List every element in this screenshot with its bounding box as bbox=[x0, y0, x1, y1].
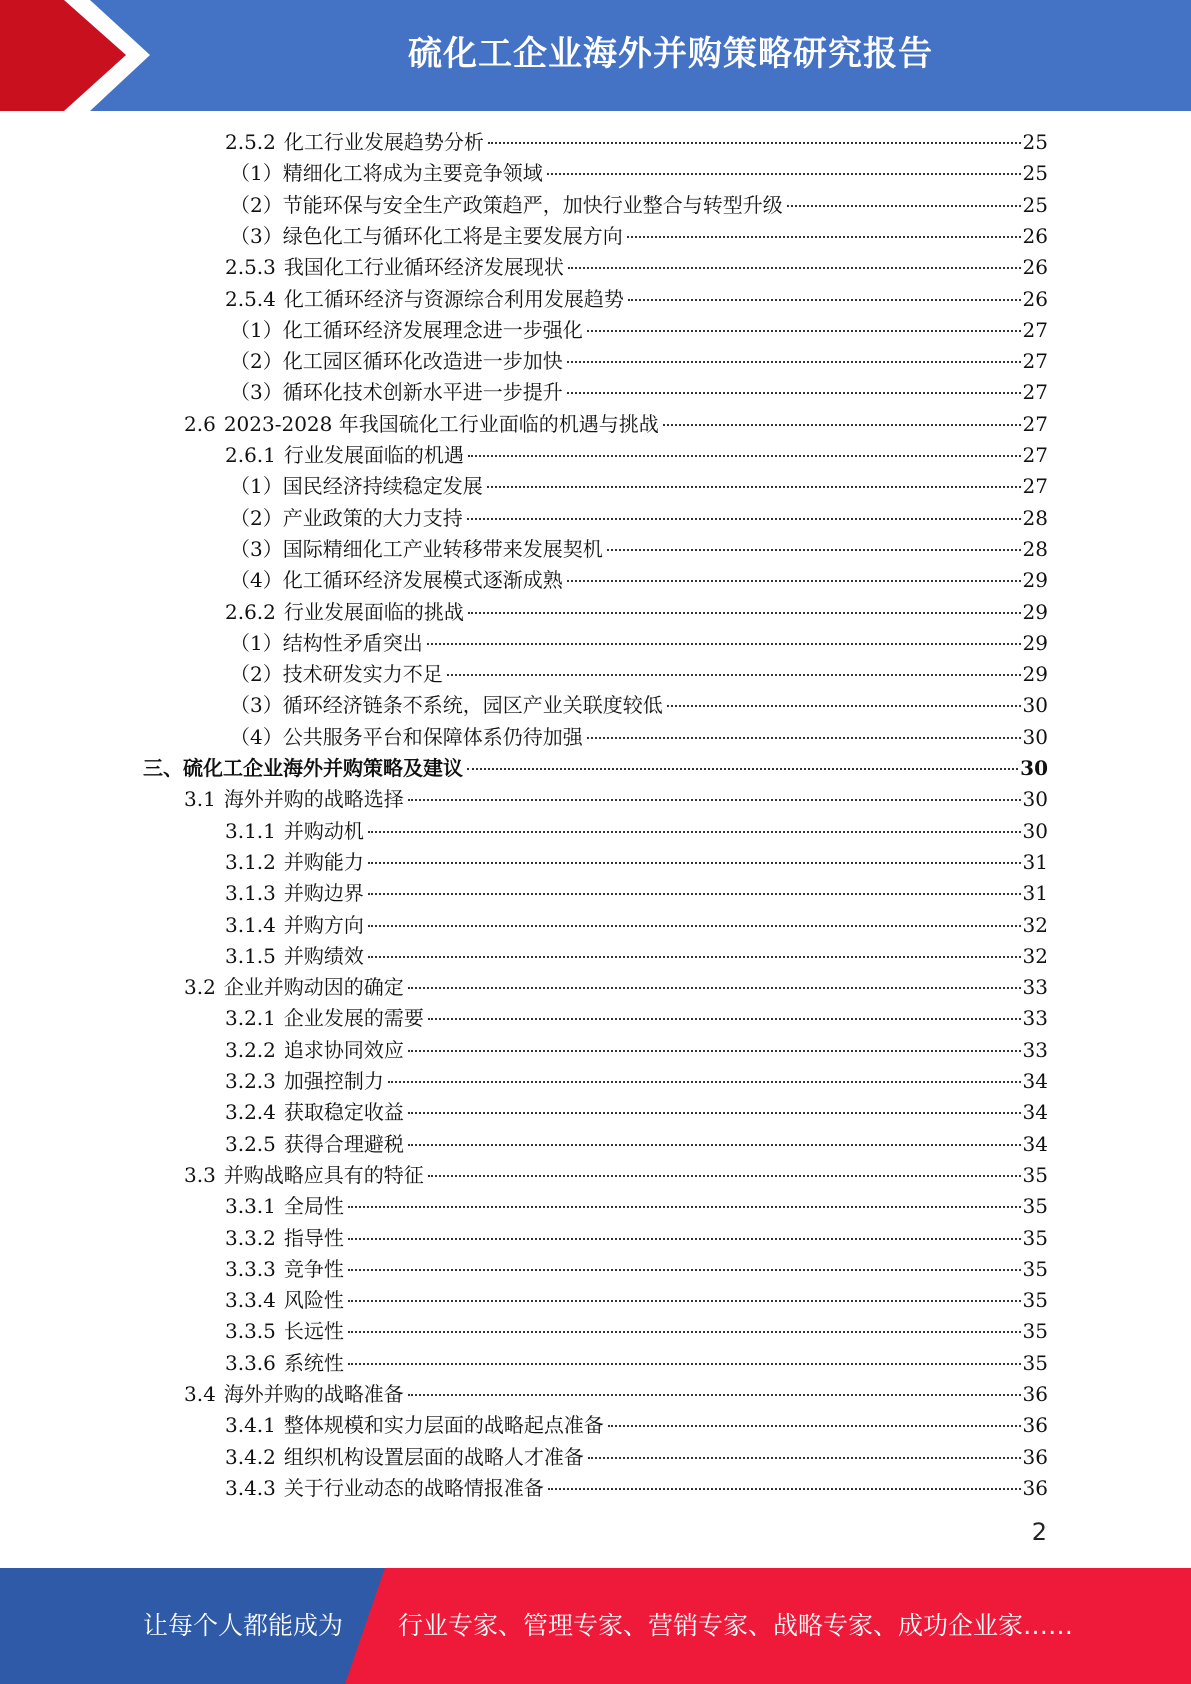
toc-entry-title: （1）结构性矛盾突出 bbox=[230, 630, 423, 655]
toc-leader-dots bbox=[487, 486, 1021, 488]
toc-entry-page: 28 bbox=[1022, 505, 1048, 530]
toc-entry[interactable] bbox=[230, 628, 1048, 659]
toc-leader-dots bbox=[787, 205, 1021, 207]
toc-entry-number: 3.3.2 bbox=[225, 1225, 276, 1250]
toc-entry-title: （2）节能环保与安全生产政策趋严，加快行业整合与转型升级 bbox=[230, 192, 783, 217]
toc-entry[interactable] bbox=[225, 1285, 1048, 1316]
toc-entry-number: 3.1.1 bbox=[225, 818, 276, 843]
toc-entry-title: （2）产业政策的大力支持 bbox=[230, 505, 463, 530]
toc-leader-dots bbox=[627, 236, 1021, 238]
toc-leader-dots bbox=[368, 893, 1021, 895]
toc-entry[interactable] bbox=[230, 503, 1048, 534]
toc-entry-page: 35 bbox=[1022, 1225, 1048, 1250]
toc-entry-title: （1）国民经济持续稳定发展 bbox=[230, 474, 483, 499]
toc-entry-number: 3.2.4 bbox=[225, 1100, 276, 1125]
toc-leader-dots bbox=[607, 549, 1021, 551]
toc-entry-title: 获得合理避税 bbox=[283, 1131, 404, 1156]
toc-entry[interactable] bbox=[230, 659, 1048, 690]
toc-entry-page: 34 bbox=[1022, 1100, 1048, 1125]
toc-entry-page: 36 bbox=[1022, 1413, 1048, 1438]
toc-entry-title: （1）化工循环经济发展理念进一步强化 bbox=[230, 317, 583, 342]
toc-entry[interactable] bbox=[225, 252, 1048, 283]
toc-leader-dots bbox=[547, 173, 1021, 175]
toc-entry-page: 26 bbox=[1022, 223, 1048, 248]
toc-leader-dots bbox=[587, 737, 1021, 739]
toc-entry-title: 我国化工行业循环经济发展现状 bbox=[283, 255, 564, 280]
toc-entry-number: 2.5.3 bbox=[225, 255, 276, 280]
toc-leader-dots bbox=[468, 455, 1021, 457]
toc-entry-page: 31 bbox=[1022, 849, 1048, 874]
toc-entry[interactable] bbox=[225, 1129, 1048, 1160]
toc-leader-dots bbox=[368, 831, 1021, 833]
toc-leader-dots bbox=[408, 1050, 1021, 1052]
toc-leader-dots bbox=[388, 1081, 1021, 1083]
toc-entry-number: 3.4 bbox=[184, 1382, 216, 1406]
toc-entry-page: 33 bbox=[1022, 1006, 1048, 1031]
red-arrow-icon bbox=[0, 0, 160, 111]
toc-entry-title: 并购方向 bbox=[283, 912, 364, 937]
toc-entry[interactable] bbox=[225, 1410, 1048, 1441]
toc-leader-dots bbox=[408, 987, 1021, 989]
toc-entry-page: 30 bbox=[1022, 693, 1048, 718]
toc-entry-title: （1）精细化工将成为主要竞争领域 bbox=[230, 161, 543, 186]
toc-entry[interactable] bbox=[225, 127, 1048, 158]
toc-entry-number: 3.1 bbox=[184, 787, 216, 812]
toc-leader-dots bbox=[348, 1363, 1021, 1365]
toc-leader-dots bbox=[567, 392, 1021, 394]
toc-leader-dots bbox=[608, 1425, 1021, 1427]
toc-leader-dots bbox=[368, 956, 1021, 958]
toc-entry[interactable] bbox=[184, 784, 1048, 815]
toc-entry[interactable] bbox=[143, 753, 1048, 784]
toc-entry-page: 34 bbox=[1022, 1069, 1048, 1093]
toc-entry-page: 35 bbox=[1022, 1194, 1048, 1219]
toc-entry[interactable] bbox=[184, 1379, 1048, 1410]
toc-leader-dots bbox=[427, 643, 1021, 645]
toc-leader-dots bbox=[408, 1144, 1021, 1146]
toc-entry-page: 29 bbox=[1022, 630, 1048, 655]
toc-entry-title: （3）循环化技术创新水平进一步提升 bbox=[230, 380, 563, 405]
toc-entry-title: 并购边界 bbox=[283, 881, 364, 906]
toc-entry-title: （2）化工园区循环化改造进一步加快 bbox=[230, 349, 563, 374]
toc-entry[interactable] bbox=[225, 1097, 1048, 1128]
toc-entry-title: （3）国际精细化工产业转移带来发展契机 bbox=[230, 536, 603, 561]
toc-entry-number: 3.3.3 bbox=[225, 1256, 276, 1281]
toc-entry[interactable] bbox=[225, 847, 1048, 878]
toc-leader-dots bbox=[408, 1394, 1021, 1396]
toc-leader-dots bbox=[368, 925, 1021, 927]
toc-entry-title: 行业发展面临的机遇 bbox=[283, 443, 464, 467]
toc-entry-title: 行业发展面临的挑战 bbox=[283, 599, 464, 624]
toc-entry-page: 35 bbox=[1022, 1288, 1048, 1313]
toc-entry-page: 35 bbox=[1022, 1319, 1048, 1344]
toc-entry-number: 2.6.1 bbox=[225, 443, 276, 467]
toc-entry-title: 长远性 bbox=[283, 1319, 344, 1344]
toc-entry-number: 3.2.1 bbox=[225, 1006, 276, 1031]
toc-entry-page: 31 bbox=[1022, 881, 1048, 906]
toc-entry-title: 并购能力 bbox=[283, 849, 364, 874]
toc-entry-number: 3.2.5 bbox=[225, 1131, 276, 1156]
toc-entry-page: 33 bbox=[1022, 1037, 1048, 1062]
toc-entry-page: 29 bbox=[1022, 599, 1048, 624]
toc-entry-title: 系统性 bbox=[283, 1350, 344, 1375]
toc-entry-number: 2.5.4 bbox=[225, 286, 276, 311]
toc-leader-dots bbox=[348, 1331, 1021, 1333]
toc-entry-title: 风险性 bbox=[283, 1288, 344, 1313]
toc-entry-page: 27 bbox=[1022, 317, 1048, 342]
toc-entry[interactable] bbox=[225, 1223, 1048, 1254]
toc-entry-page: 25 bbox=[1022, 130, 1048, 154]
toc-leader-dots bbox=[447, 674, 1021, 676]
toc-entry-page: 35 bbox=[1022, 1162, 1048, 1187]
toc-entry-number: 3.3.4 bbox=[225, 1288, 276, 1313]
toc-entry-number: 3.1.4 bbox=[225, 912, 276, 937]
toc-leader-dots bbox=[428, 1175, 1021, 1177]
toc-entry[interactable] bbox=[225, 1191, 1048, 1222]
toc-entry-title: 关于行业动态的战略情报准备 bbox=[283, 1475, 544, 1500]
toc-leader-dots bbox=[567, 361, 1021, 363]
toc-entry-number: 3.2 bbox=[184, 975, 216, 1000]
toc-entry[interactable] bbox=[230, 471, 1048, 502]
toc-entry-page: 30 bbox=[1022, 724, 1048, 749]
toc-entry[interactable] bbox=[230, 722, 1048, 753]
toc-entry-number: 3.2.2 bbox=[225, 1037, 276, 1062]
toc-entry[interactable] bbox=[225, 910, 1048, 941]
toc-entry-title: 2023-2028 年我国硫化工行业面临的机遇与挑战 bbox=[223, 411, 659, 436]
toc-leader-dots bbox=[408, 1112, 1021, 1114]
toc-leader-dots bbox=[348, 1238, 1021, 1240]
toc-entry-page: 33 bbox=[1022, 975, 1048, 1000]
toc-entry[interactable] bbox=[225, 816, 1048, 847]
toc-entry[interactable] bbox=[225, 1316, 1048, 1347]
toc-entry[interactable] bbox=[225, 1254, 1048, 1285]
toc-entry[interactable] bbox=[230, 190, 1048, 221]
toc-leader-dots bbox=[587, 330, 1021, 332]
toc-entry[interactable] bbox=[225, 1035, 1048, 1066]
toc-entry-page: 32 bbox=[1022, 912, 1048, 937]
footer-slogan-right: 行业专家、管理专家、营销专家、战略专家、成功企业家…… bbox=[398, 1611, 1074, 1640]
toc-entry-title: 并购动机 bbox=[283, 818, 364, 843]
toc-entry-number: 3.4.1 bbox=[225, 1413, 276, 1438]
toc-entry-title: 化工行业发展趋势分析 bbox=[283, 130, 484, 154]
toc-entry[interactable] bbox=[225, 1348, 1048, 1379]
toc-entry-title: （3）循环经济链条不系统，园区产业关联度较低 bbox=[230, 693, 663, 718]
toc-leader-dots bbox=[348, 1206, 1021, 1208]
page-number: 2 bbox=[1031, 1518, 1047, 1546]
toc-leader-dots bbox=[548, 1488, 1021, 1490]
toc-entry-title: 获取稳定收益 bbox=[283, 1100, 404, 1125]
toc-entry-title: 组织机构设置层面的战略人才准备 bbox=[283, 1444, 584, 1469]
toc-entry-title: 海外并购的战略选择 bbox=[223, 787, 404, 812]
toc-leader-dots bbox=[568, 267, 1021, 269]
toc-entry-page: 30 bbox=[1022, 818, 1048, 843]
toc-entry[interactable] bbox=[225, 1473, 1048, 1504]
toc-entry-title: 企业发展的需要 bbox=[283, 1006, 424, 1031]
toc-entry[interactable] bbox=[230, 690, 1048, 721]
toc-entry-title: 并购绩效 bbox=[283, 943, 364, 968]
toc-entry-page: 25 bbox=[1022, 161, 1048, 186]
toc-entry[interactable] bbox=[230, 315, 1048, 346]
toc-entry-page: 28 bbox=[1022, 536, 1048, 561]
toc-leader-dots bbox=[628, 299, 1021, 301]
toc-entry-title: 海外并购的战略准备 bbox=[223, 1382, 404, 1406]
toc-leader-dots bbox=[567, 580, 1021, 582]
toc-leader-dots bbox=[348, 1269, 1021, 1271]
toc-entry-title: （4）化工循环经济发展模式逐渐成熟 bbox=[230, 568, 563, 593]
toc-leader-dots bbox=[348, 1300, 1021, 1302]
toc-entry-page: 25 bbox=[1022, 192, 1048, 217]
toc-entry-page: 26 bbox=[1022, 286, 1048, 311]
toc-entry-title: （2）技术研发实力不足 bbox=[230, 662, 443, 687]
toc-entry-number: 3.4.2 bbox=[225, 1444, 276, 1469]
toc-entry-title: 三、硫化工企业海外并购策略及建议 bbox=[143, 756, 463, 780]
toc-entry-page: 27 bbox=[1022, 411, 1048, 436]
toc-entry-number: 3.2.3 bbox=[225, 1069, 276, 1093]
toc-entry-number: 2.6 bbox=[184, 411, 216, 436]
toc-entry-title: （4）公共服务平台和保障体系仍待加强 bbox=[230, 724, 583, 749]
toc-entry-number: 3.1.2 bbox=[225, 849, 276, 874]
toc-entry-number: 3.3.5 bbox=[225, 1319, 276, 1344]
toc-entry-title: 企业并购动因的确定 bbox=[223, 975, 404, 1000]
toc-entry[interactable] bbox=[225, 284, 1048, 315]
toc-entry-title: 全局性 bbox=[283, 1194, 344, 1219]
toc-leader-dots bbox=[588, 1457, 1021, 1459]
toc-leader-dots bbox=[467, 768, 1018, 770]
toc-entry-page: 30 bbox=[1020, 756, 1048, 780]
toc-entry-title: 加强控制力 bbox=[283, 1069, 384, 1093]
toc-entry[interactable] bbox=[225, 878, 1048, 909]
toc-leader-dots bbox=[663, 424, 1021, 426]
toc-entry[interactable] bbox=[230, 346, 1048, 377]
toc-entry-page: 29 bbox=[1022, 662, 1048, 687]
toc-entry-page: 36 bbox=[1022, 1382, 1048, 1406]
toc-entry-title: 指导性 bbox=[283, 1225, 344, 1250]
toc-entry[interactable] bbox=[225, 1442, 1048, 1473]
toc-entry[interactable] bbox=[230, 377, 1048, 408]
toc-entry[interactable] bbox=[184, 972, 1048, 1003]
toc-entry-title: 并购战略应具有的特征 bbox=[223, 1162, 424, 1187]
toc-entry[interactable] bbox=[225, 941, 1048, 972]
toc-entry[interactable] bbox=[225, 1003, 1048, 1034]
toc-leader-dots bbox=[467, 518, 1021, 520]
toc-leader-dots bbox=[468, 612, 1021, 614]
footer-slogan-left: 让每个人都能成为 bbox=[143, 1611, 344, 1640]
toc-entry-number: 2.6.2 bbox=[225, 599, 276, 624]
toc-entry-page: 36 bbox=[1022, 1475, 1048, 1500]
toc-entry-page: 30 bbox=[1022, 787, 1048, 812]
toc-entry-page: 27 bbox=[1022, 474, 1048, 499]
toc-entry-page: 27 bbox=[1022, 380, 1048, 405]
toc-entry-number: 2.5.2 bbox=[225, 130, 276, 154]
toc-entry-number: 3.3 bbox=[184, 1162, 216, 1187]
toc-entry-title: 追求协同效应 bbox=[283, 1037, 404, 1062]
toc-entry-page: 27 bbox=[1022, 349, 1048, 374]
toc-entry[interactable] bbox=[184, 1160, 1048, 1191]
toc-entry-page: 35 bbox=[1022, 1350, 1048, 1375]
toc-entry-title: （3）绿色化工与循环化工将是主要发展方向 bbox=[230, 223, 623, 248]
toc-entry[interactable] bbox=[225, 1066, 1048, 1097]
toc-leader-dots bbox=[368, 862, 1021, 864]
toc-leader-dots bbox=[408, 799, 1021, 801]
toc-entry[interactable] bbox=[230, 221, 1048, 252]
toc-leader-dots bbox=[667, 705, 1021, 707]
report-title: 硫化工企业海外并购策略研究报告 bbox=[408, 34, 933, 74]
toc-entry-page: 34 bbox=[1022, 1131, 1048, 1156]
toc-leader-dots bbox=[428, 1018, 1021, 1020]
toc-entry-title: 化工循环经济与资源综合利用发展趋势 bbox=[283, 286, 624, 311]
toc-entry-number: 3.4.3 bbox=[225, 1475, 276, 1500]
toc-entry[interactable] bbox=[225, 440, 1048, 471]
toc-entry-page: 27 bbox=[1022, 443, 1048, 467]
toc-entry-number: 3.1.3 bbox=[225, 881, 276, 906]
toc-entry[interactable] bbox=[230, 565, 1048, 596]
page-header bbox=[0, 0, 1191, 111]
toc-entry-number: 3.3.6 bbox=[225, 1350, 276, 1375]
toc-entry-page: 29 bbox=[1022, 568, 1048, 593]
toc-entry-number: 3.3.1 bbox=[225, 1194, 276, 1219]
toc-entry-page: 36 bbox=[1022, 1444, 1048, 1469]
toc-entry[interactable] bbox=[184, 409, 1048, 440]
toc-entry-title: 竞争性 bbox=[283, 1256, 344, 1281]
toc-entry-page: 32 bbox=[1022, 943, 1048, 968]
toc-entry-number: 3.1.5 bbox=[225, 943, 276, 968]
toc-entry-page: 26 bbox=[1022, 255, 1048, 280]
toc-entry-page: 35 bbox=[1022, 1256, 1048, 1281]
toc-entry[interactable] bbox=[230, 534, 1048, 565]
toc-entry[interactable] bbox=[230, 158, 1048, 189]
page-footer bbox=[0, 1568, 1191, 1684]
toc-leader-dots bbox=[488, 142, 1021, 144]
toc-entry-title: 整体规模和实力层面的战略起点准备 bbox=[283, 1413, 604, 1438]
toc-entry[interactable] bbox=[225, 597, 1048, 628]
